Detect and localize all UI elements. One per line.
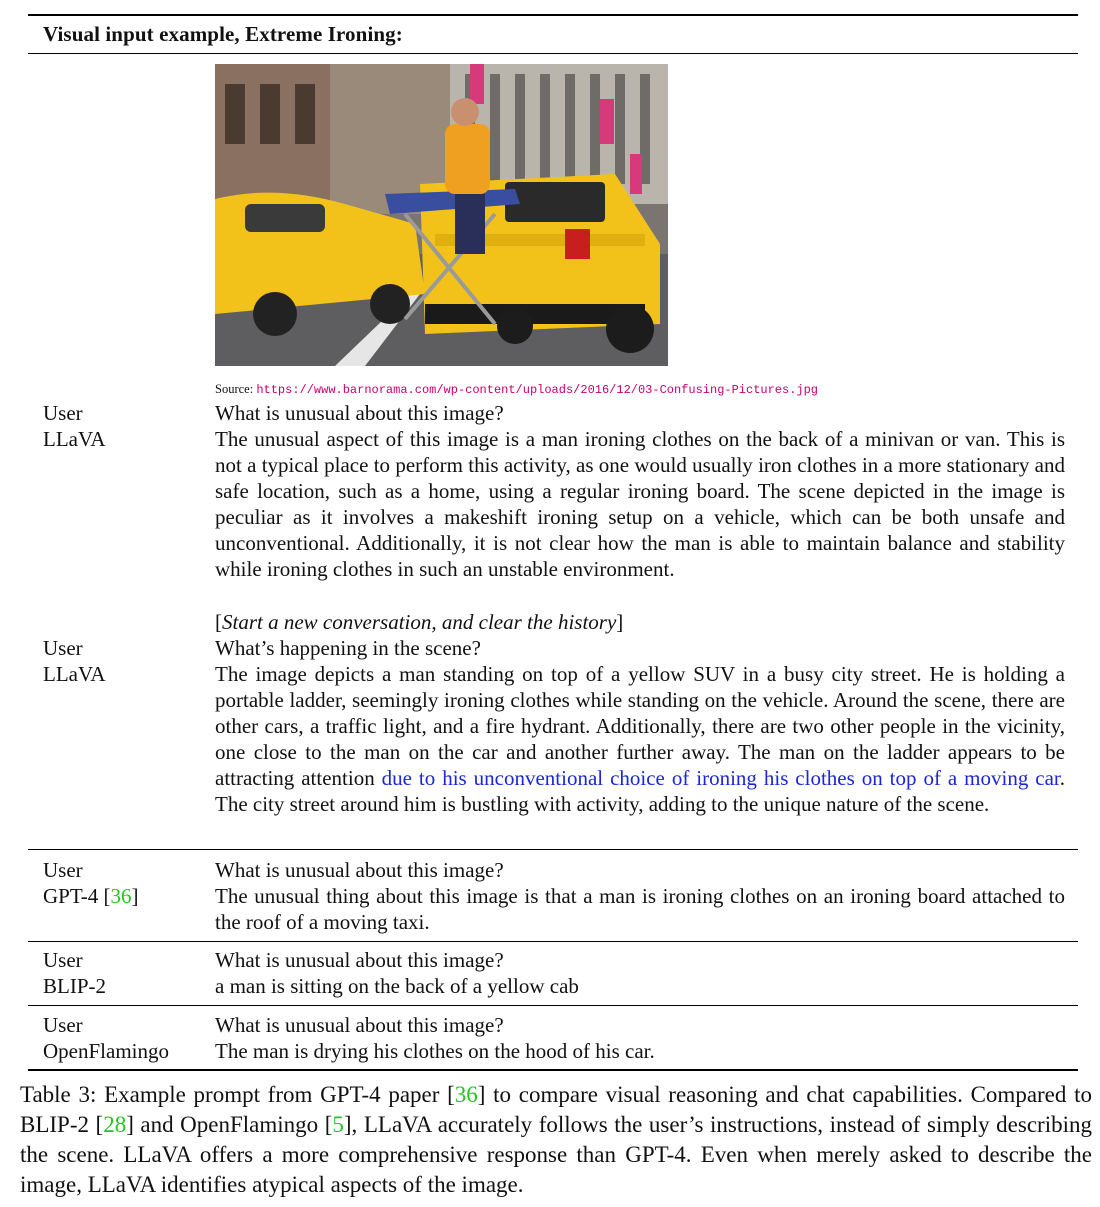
gpt4-label-prefix: GPT-4 [ bbox=[43, 884, 111, 908]
caption-citation-28[interactable]: 28 bbox=[103, 1112, 127, 1137]
caption-part1: Table 3: Example prompt from GPT-4 paper [ bbox=[20, 1082, 455, 1107]
caption-part3: ] and OpenFlamingo [ bbox=[126, 1112, 333, 1137]
caption-citation-36[interactable]: 36 bbox=[454, 1082, 478, 1107]
openflamingo-model-label: OpenFlamingo bbox=[43, 1039, 169, 1063]
conv1-user-text: What is unusual about this image? bbox=[215, 401, 504, 425]
conv1-reset-note bbox=[215, 609, 1065, 635]
source-label: Source: bbox=[215, 382, 254, 396]
blip2-model-text: a man is sitting on the back of a yellow cab bbox=[215, 974, 579, 998]
conv2-model-label: LLaVA bbox=[43, 662, 106, 686]
conv1-model-text: The unusual aspect of this image is a man ironing clothes on the back of a minivan or van. This is not a typical place to perform this activity, as one would usually iron clothes in a more stationary and safe location, such as a home, using a regular ironing board. The scene depicted in the image is peculiar as it involves a makeshift ironing setup on a vehicle, which can be both unsafe and unconventional. Additionally, it is not clear how the man is able to maintain balance and stability while ironing clothes in such an unstable environment. bbox=[215, 427, 1065, 582]
image-source bbox=[215, 382, 818, 397]
gpt4-user-label: User bbox=[43, 858, 83, 882]
conv2-text-part1: The image depicts a man standing on top of a yellow SUV in a busy city street. He is holding a portable ladder, seemingly ironing clothes while standing on the vehicle. Around the scene, there are other cars, a traffic light, and a fire hydrant. Additionally, there are two other people in the vicinity, one close to the man on the car and another further away. The man on the ladder appears to be attracting attention bbox=[215, 662, 1065, 791]
gpt4-rule bbox=[28, 849, 1078, 850]
gpt4-label-suffix: ] bbox=[131, 884, 139, 908]
openflamingo-model-text: The man is drying his clothes on the hood of his car. bbox=[215, 1039, 655, 1063]
conv1-model-label: LLaVA bbox=[43, 427, 106, 451]
blip2-model-label: BLIP-2 bbox=[43, 974, 106, 998]
note-open-bracket: [ bbox=[215, 610, 222, 634]
conv2-model-text bbox=[215, 661, 1065, 818]
caption-part2: ] to compare visual reasoning and chat capabilities. Compared to BLIP-2 [ bbox=[20, 1082, 1092, 1137]
gpt4-model-label bbox=[43, 883, 138, 909]
heading-rule bbox=[28, 53, 1078, 54]
conv2-user-text: What’s happening in the scene? bbox=[215, 636, 481, 660]
table-top-rule bbox=[28, 14, 1078, 16]
openflamingo-rule bbox=[28, 1005, 1078, 1006]
blip2-user-label: User bbox=[43, 948, 83, 972]
note-close-bracket: ] bbox=[616, 610, 624, 634]
table-bottom-rule bbox=[28, 1069, 1078, 1071]
gpt4-user-text: What is unusual about this image? bbox=[215, 858, 504, 882]
gpt4-model-text: The unusual thing about this image is that a man is ironing clothes on an ironing board attached to the roof of a moving taxi. bbox=[215, 884, 1065, 935]
table-caption bbox=[20, 1080, 1092, 1200]
note-text: Start a new conversation, and clear the history bbox=[222, 610, 617, 634]
openflamingo-user-label: User bbox=[43, 1013, 83, 1037]
blip2-rule bbox=[28, 941, 1078, 942]
caption-citation-5[interactable]: 5 bbox=[332, 1112, 344, 1137]
gpt4-citation-link[interactable]: 36 bbox=[110, 884, 132, 908]
conv2-user-label: User bbox=[43, 636, 83, 660]
conv2-text-part2: . The city street around him is bustling with activity, adding to the unique nature of the scene. bbox=[215, 766, 1065, 817]
extreme-ironing-photo bbox=[215, 64, 668, 366]
source-url-link[interactable]: https://www.barnorama.com/wp-content/uploads/2016/12/03-Confusing-Pictures.jpg bbox=[256, 383, 819, 397]
table-heading: Visual input example, Extreme Ironing: bbox=[43, 22, 403, 46]
blip2-user-text: What is unusual about this image? bbox=[215, 948, 504, 972]
caption-part4: ], LLaVA accurately follows the user’s instructions, instead of simply describing the scene. LLaVA offers a more comprehensive response than GPT-4. Even when merely asked to describe the image, LLaVA identifies atypical aspects of the image. bbox=[20, 1112, 1092, 1197]
conv2-highlight: due to his unconventional choice of ironing his clothes on top of a moving car bbox=[381, 766, 1060, 791]
conv1-user-label: User bbox=[43, 401, 83, 425]
openflamingo-user-text: What is unusual about this image? bbox=[215, 1013, 504, 1037]
